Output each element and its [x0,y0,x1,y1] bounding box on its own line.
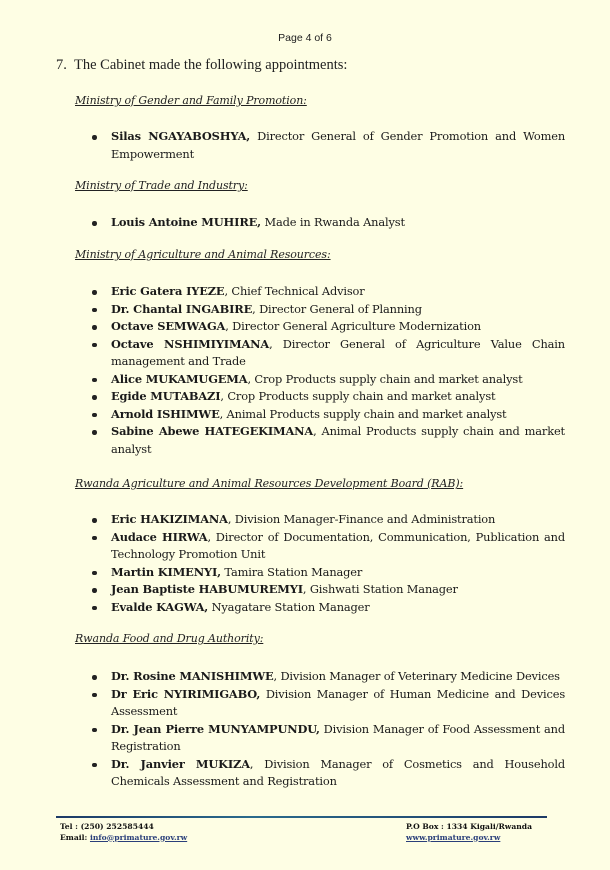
appointee-role: , Director of Documentation, Communication, Publication and Technology Promotion Unit [111,529,565,561]
appointee-role: Tamira Station Manager [220,564,363,579]
appointee-name: Dr Eric NYIRIMIGABO, [111,686,261,701]
section-gender-ministry [75,94,566,161]
list-item [75,301,565,319]
website-link[interactable]: www.primature.gov.rw [406,832,501,842]
list-item [75,686,565,721]
section-rab [75,477,565,614]
appointee-name: Octave SEMWAGA [111,319,226,333]
appointee-name: Evalde KAGWA, [111,599,209,614]
bullet-icon [92,693,97,698]
intro-number: 7. [56,57,67,73]
appointee-name: Eric HAKIZIMANA [111,512,228,526]
appointee-role: , Gishwati Station Manager [302,582,458,596]
appointee-name: Louis Antoine MUHIRE, [111,215,261,229]
appointment-list [75,283,565,458]
list-item [75,336,565,371]
list-item [75,511,565,529]
appointee-role: , Animal Products supply chain and market analyst [219,406,507,421]
appointee-role: Nyagatare Station Manager [208,599,370,614]
footer-contact [60,822,187,843]
appointee-role: , Division Manager of Cosmetics and Household Chemicals Assessment and Registration [111,756,565,788]
bullet-icon [92,571,97,576]
list-item [75,406,565,424]
list-item [75,318,565,336]
intro-paragraph [56,57,347,74]
list-item [75,371,565,389]
page-number: Page 4 of 6 [278,32,332,44]
appointee-role: , Crop Products supply chain and market analyst [220,389,496,403]
section-heading: Ministry of Agriculture and Animal Resources: [75,248,331,261]
bullet-icon [92,395,97,400]
bullet-icon [92,378,97,383]
list-item [75,388,565,406]
appointee-name: Jean Baptiste HABUMUREMYI [111,582,303,596]
appointee-role: , Animal Products supply chain and market analyst [111,424,565,456]
appointee-role: Division Manager of Food Assessment and Registration [111,721,565,753]
footer-divider [56,816,547,818]
appointee-role: Director General of Gender Promotion and Women Empowerment [111,129,566,161]
bullet-icon [92,536,97,541]
list-item [75,756,565,791]
appointee-role: , Director General of Agriculture Value Chain management and Trade [111,336,565,368]
appointment-list [75,128,565,163]
appointee-name: Arnold ISHIMWE [111,406,220,421]
bullet-icon [92,135,97,140]
list-item [75,564,565,582]
appointment-list [75,511,565,616]
section-heading: Ministry of Gender and Family Promotion: [75,94,307,107]
list-item [75,721,565,756]
email-link[interactable]: info@primature.gov.rw [89,832,188,842]
appointee-name: Silas NGAYABOSHYA, [111,129,251,143]
list-item [75,214,565,232]
section-trade-ministry [75,179,565,229]
bullet-icon [92,518,97,523]
section-heading: Ministry of Trade and Industry: [75,179,248,192]
appointee-name: Eric Gatera IYEZE [111,284,225,298]
section-heading: Rwanda Food and Drug Authority: [75,632,264,645]
appointee-name: Dr. Rosine MANISHIMWE [111,669,274,683]
bullet-icon [92,221,97,226]
appointment-list [75,214,565,232]
appointee-name: Audace HIRWA [111,529,208,544]
appointee-name: Egide MUTABAZI [111,389,221,403]
appointee-name: Martin KIMENYI, [111,564,221,579]
bullet-icon [92,675,97,680]
list-item [75,529,565,564]
bullet-icon [92,308,97,313]
appointee-name: Alice MUKAMUGEMA [111,371,248,386]
list-item [75,283,565,301]
list-item [75,128,565,163]
appointee-role: Made in Rwanda Analyst [261,215,405,229]
appointee-name: Dr. Jean Pierre MUNYAMPUNDU, [111,721,320,736]
list-item [75,668,565,686]
appointee-name: Dr. Chantal INGABIRE [111,301,253,316]
appointee-role: , Director General Agriculture Modernization [225,319,481,333]
po-box: P.O Box : 1334 Kigali/Rwanda [406,822,533,831]
appointee-role: , Chief Technical Advisor [224,284,365,298]
bullet-icon [92,413,97,418]
list-item [75,581,565,599]
footer-email [60,833,187,844]
list-item [75,599,565,617]
bullet-icon [92,430,97,435]
bullet-icon [92,325,97,330]
list-item [75,423,565,458]
footer-tel [60,822,187,833]
appointment-list [75,668,565,791]
tel-number: (250) 252585444 [80,822,154,831]
appointee-role: , Division Manager-Finance and Administration [227,512,496,526]
appointee-role: Division Manager of Human Medicine and Devices Assessment [111,686,566,718]
appointee-name: Sabine Abewe HATEGEKIMANA [111,424,314,438]
appointee-role: , Director General of Planning [252,301,422,316]
bullet-icon [92,728,97,733]
appointee-role: , Division Manager of Veterinary Medicine Devices [273,669,560,683]
bullet-icon [92,763,97,768]
section-agriculture-ministry [75,248,565,456]
intro-text: The Cabinet made the following appointments: [74,57,348,73]
appointee-role: , Crop Products supply chain and market analyst [247,371,523,386]
bullet-icon [92,606,97,611]
section-heading: Rwanda Agriculture and Animal Resources Development Board (RAB): [75,477,464,490]
tel-label: Tel : [60,822,81,831]
appointee-name: Octave NSHIMIYIMANA [111,336,270,351]
footer-address [406,822,532,843]
appointee-name: Dr. Janvier MUKIZA [111,756,250,771]
email-label: Email: [60,832,90,842]
bullet-icon [92,290,97,295]
bullet-icon [92,343,97,348]
bullet-icon [92,588,97,593]
section-food-drug-authority [75,632,566,788]
